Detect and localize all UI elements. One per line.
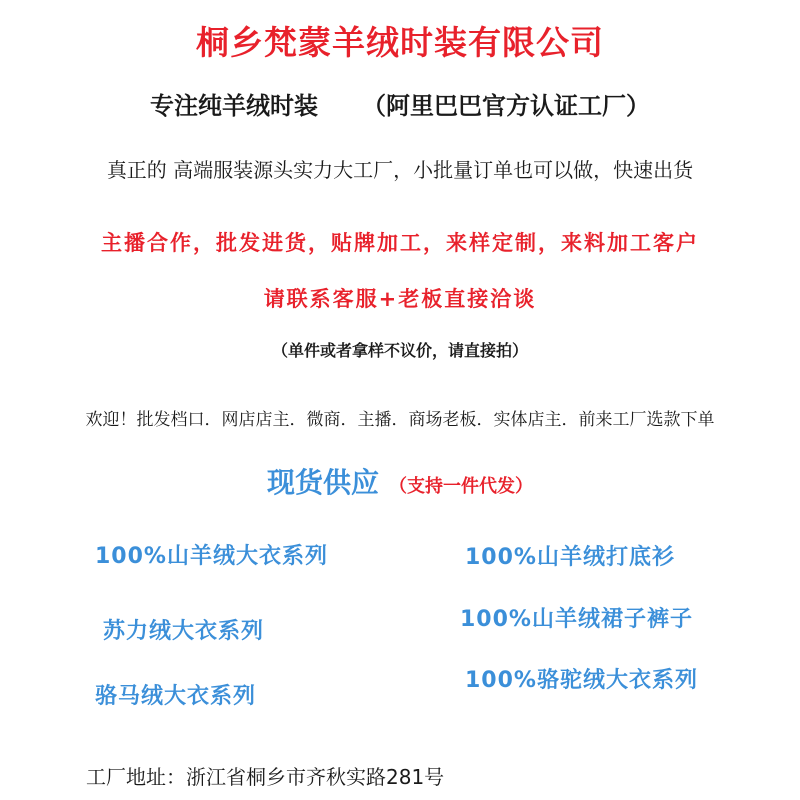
contact-line: 请联系客服+老板直接洽谈 bbox=[263, 287, 537, 311]
stock-subtitle: （支持一件代发） bbox=[389, 476, 533, 497]
product-cashmere-coat: 100%山羊绒大衣系列 bbox=[95, 544, 328, 569]
factory-description: 真正的 高端服装源头实力大工厂，小批量订单也可以做，快速出货 bbox=[106, 158, 694, 182]
product-cashmere-skirts-pants: 100%山羊绒裙子裤子 bbox=[460, 607, 693, 632]
company-name: 桐乡梵蒙羊绒时装有限公司 bbox=[196, 23, 604, 62]
product-cashmere-base-layer: 100%山羊绒打底衫 bbox=[465, 545, 675, 570]
factory-address: 工厂地址：浙江省桐乡市齐秋实路281号 bbox=[86, 765, 445, 789]
product-vicuna-coat: 骆马绒大衣系列 bbox=[95, 684, 257, 709]
focus-text: 专注纯羊绒时装 bbox=[150, 92, 318, 120]
services-line: 主播合作，批发进货，贴牌加工，来样定制，来料加工客户 bbox=[101, 231, 699, 255]
certification-text: （阿里巴巴官方认证工厂） bbox=[362, 92, 650, 120]
product-camel-coat: 100%骆驼绒大衣系列 bbox=[465, 668, 698, 693]
stock-title: 现货供应 bbox=[266, 466, 379, 499]
focus-line bbox=[0, 94, 800, 118]
price-note: （单件或者拿样不议价，请直接拍） bbox=[271, 341, 528, 360]
stock-heading bbox=[0, 466, 800, 499]
product-suri-coat: 苏力绒大衣系列 bbox=[103, 619, 265, 644]
welcome-line: 欢迎！批发档口．网店店主．微商．主播．商场老板．实体店主．前来工厂选款下单 bbox=[85, 410, 715, 430]
